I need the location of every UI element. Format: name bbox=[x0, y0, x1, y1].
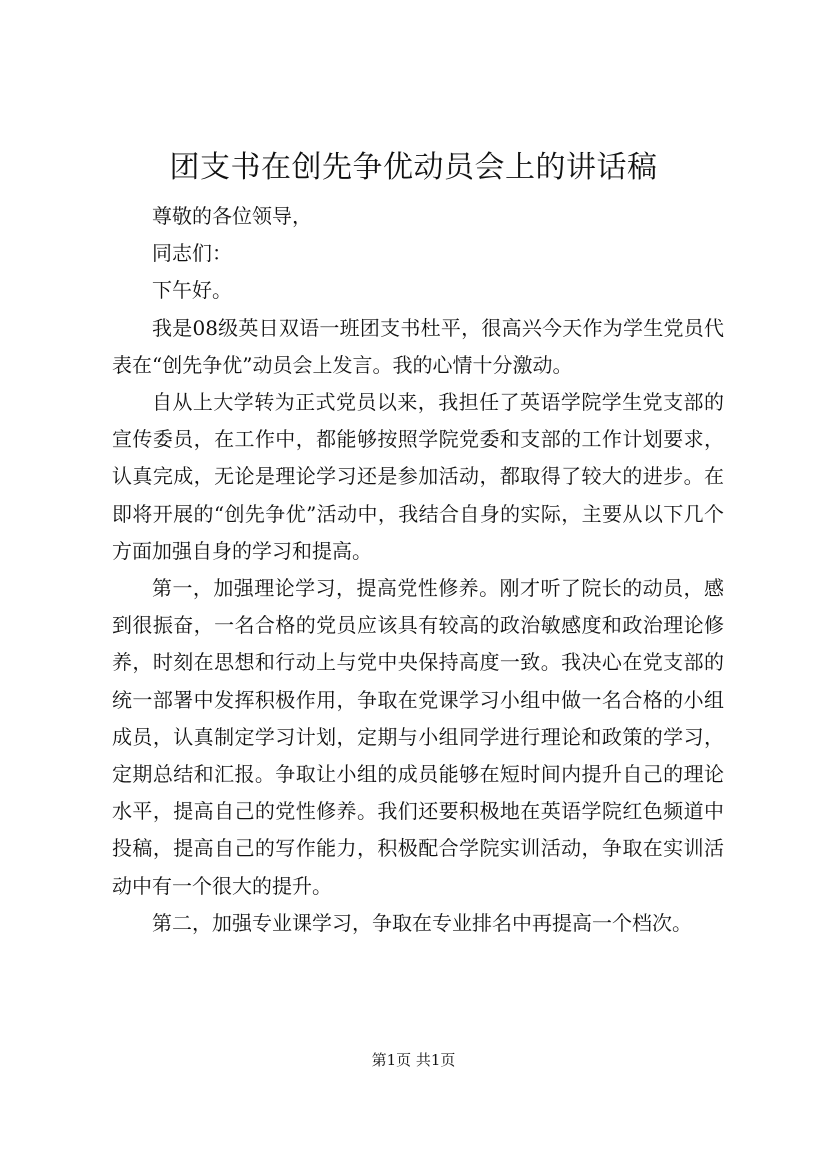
paragraph-point-one: 第一，加强理论学习，提高党性修养。刚才听了院长的动员，感到很振奋，一名合格的党员应该具有较高的政治敏感度和政治理论修养，时刻在思想和行动上与党中央保持高度一致。我决心在党支部的统一部署中发挥积极作用，争取在党课学习小组中做一名合格的小组成员，认真制定学习计划，定期与小组同学进行理论和政策的学习，定期总结和汇报。争取让小组的成员能够在短时间内提升自己的理论水平，提高自己的党性修养。我们还要积极地在英语学院红色频道中投稿，提高自己的写作能力，积极配合学院实训活动，争取在实训活动中有一个很大的提升。 bbox=[112, 576, 724, 898]
paragraph-introduction: 我是08级英日双语一班团支书杜平，很高兴今天作为学生党员代表在“创先争优”动员会上发言。我的心情十分激动。 bbox=[112, 315, 724, 377]
paragraph-background: 自从上大学转为正式党员以来，我担任了英语学院学生党支部的宣传委员，在工作中，都能够按照学院党委和支部的工作计划要求，认真完成，无论是理论学习还是参加活动，都取得了较大的进步。在即将开展的“创先争优”活动中，我结合自身的实际，主要从以下几个方面加强自身的学习和提高。 bbox=[112, 390, 724, 563]
document-body bbox=[112, 198, 724, 942]
paragraph-greeting: 下午好。 bbox=[152, 278, 232, 303]
paragraph-point-two: 第二，加强专业课学习，争取在专业排名中再提高一个档次。 bbox=[152, 910, 692, 935]
document-title: 团支书在创先争优动员会上的讲话稿 bbox=[169, 150, 658, 185]
paragraph-salutation-leaders: 尊敬的各位领导， bbox=[152, 204, 312, 228]
paragraph-salutation-comrades: 同志们： bbox=[152, 241, 232, 266]
page-number-footer: 第1页 共1页 bbox=[371, 1051, 456, 1069]
